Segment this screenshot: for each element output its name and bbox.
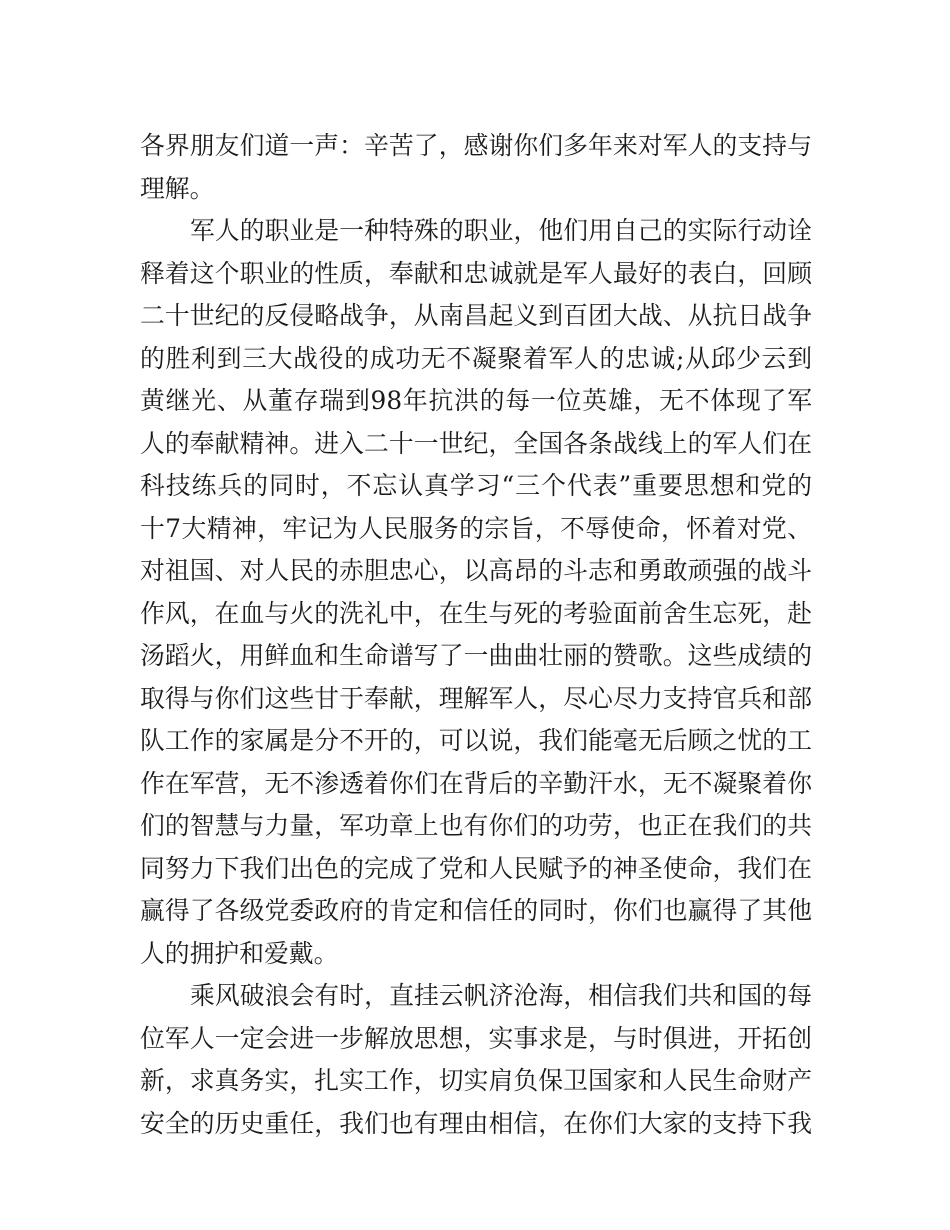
- text-line: 的胜利到三大战役的成功无不凝聚着军人的忠诚;从邱少云到: [140, 343, 812, 373]
- text-line: 们的智慧与力量，军功章上也有你们的功劳，也正在我们的共: [140, 811, 812, 840]
- text-line: 二十世纪的反侵略战争，从南昌起义到百团大战、从抗日战争: [140, 301, 812, 330]
- document-body: [140, 125, 812, 1145]
- text-line: 各界朋友们道一声：辛苦了，感谢你们多年来对军人的支持与: [140, 131, 812, 160]
- text-line: 位军人一定会进一步解放思想，实事求是，与时俱进，开拓创: [140, 1023, 812, 1053]
- text-line: 人的拥护和爱戴。: [140, 938, 339, 968]
- text-line: 同努力下我们出色的完成了党和人民赋予的神圣使命，我们在: [140, 853, 812, 883]
- text-line: 黄继光、从董存瑞到98年抗洪的每一位英雄，无不体现了军: [140, 386, 812, 415]
- paragraph-3: [140, 975, 812, 1145]
- text-line: 作风，在血与火的洗礼中，在生与死的考验面前舍生忘死，赴: [140, 598, 812, 628]
- text-line: 对祖国、对人民的赤胆忠心，以高昂的斗志和勇敢顽强的战斗: [140, 556, 812, 585]
- text-line: 队工作的家属是分不开的，可以说，我们能毫无后顾之忧的工: [140, 726, 812, 755]
- text-line: 乘风破浪会有时，直挂云帆济沧海，相信我们共和国的每: [190, 981, 812, 1010]
- text-line: 赢得了各级党委政府的肯定和信任的同时，你们也赢得了其他: [140, 896, 812, 925]
- text-line: 释着这个职业的性质，奉献和忠诚就是军人最好的表白，回顾: [140, 258, 812, 288]
- text-line: 军人的职业是一种特殊的职业，他们用自己的实际行动诠: [190, 216, 812, 245]
- text-line: 汤蹈火，用鲜血和生命谱写了一曲曲壮丽的赞歌。这些成绩的: [140, 641, 812, 670]
- text-line: 作在军营，无不渗透着你们在背后的辛勤汗水，无不凝聚着你: [140, 768, 812, 798]
- text-line: 取得与你们这些甘于奉献，理解军人，尽心尽力支持官兵和部: [140, 683, 812, 713]
- paragraph-2: [140, 210, 812, 975]
- text-line: 理解。: [140, 173, 215, 203]
- text-line: 新，求真务实，扎实工作，切实肩负保卫国家和人民生命财产: [140, 1066, 812, 1095]
- text-line: 人的奉献精神。进入二十一世纪，全国各条战线上的军人们在: [140, 428, 812, 458]
- text-line: 安全的历史重任，我们也有理由相信，在你们大家的支持下我: [140, 1108, 812, 1138]
- paragraph-1: [140, 125, 812, 210]
- text-line: 十7大精神，牢记为人民服务的宗旨，不辱使命，怀着对党、: [140, 513, 812, 543]
- text-line: 科技练兵的同时，不忘认真学习“三个代表”重要思想和党的: [140, 471, 812, 500]
